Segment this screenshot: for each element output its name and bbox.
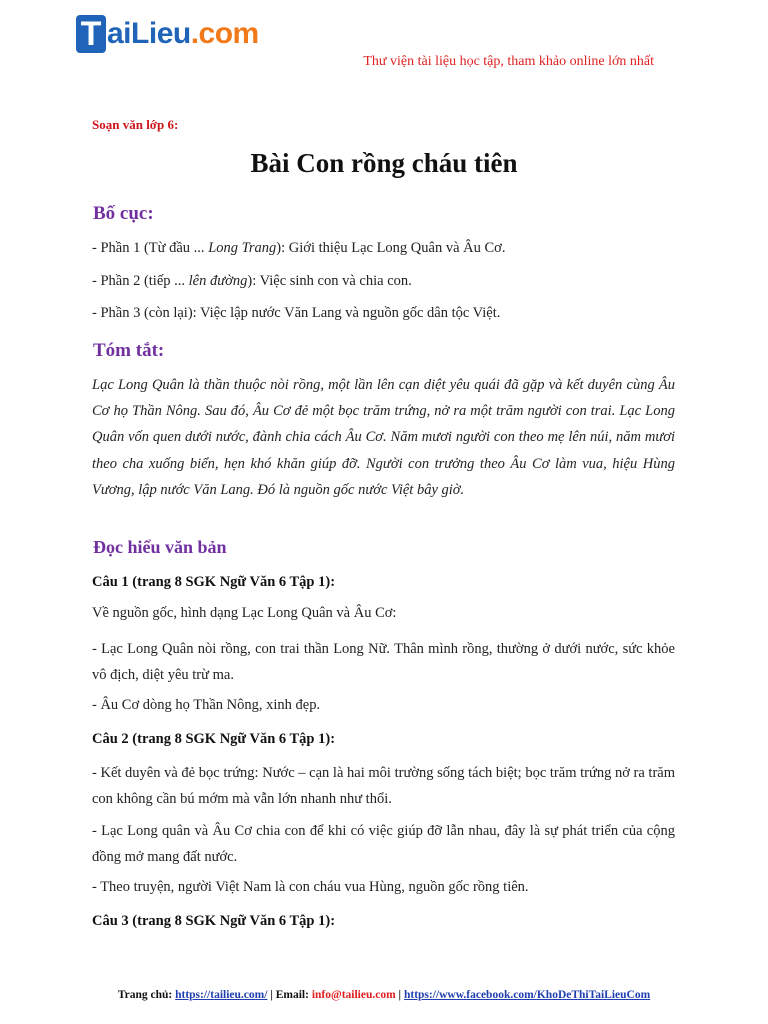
bo-cuc-item-1-em: Long Trang bbox=[208, 240, 277, 256]
tailieu-logo[interactable] bbox=[76, 12, 259, 56]
doc-hieu-heading: Đọc hiểu văn bản bbox=[93, 537, 227, 557]
footer-home-link[interactable]: https://tailieu.com/ bbox=[175, 989, 268, 1001]
logo-mark: T bbox=[76, 15, 106, 53]
cau-2-heading: Câu 2 (trang 8 SGK Ngữ Văn 6 Tập 1): bbox=[92, 731, 336, 747]
page-footer bbox=[0, 989, 768, 1001]
bo-cuc-item-1 bbox=[92, 240, 505, 257]
footer-separator: | bbox=[395, 989, 404, 1001]
logo-word-lieu: Lieu bbox=[131, 17, 191, 50]
bo-cuc-item-2-em: lên đường bbox=[188, 273, 248, 289]
cau-1-heading: Câu 1 (trang 8 SGK Ngữ Văn 6 Tập 1): bbox=[92, 574, 336, 590]
cau-3-heading: Câu 3 (trang 8 SGK Ngữ Văn 6 Tập 1): bbox=[92, 913, 336, 929]
bo-cuc-item-2-post: ): Việc sinh con và chia con. bbox=[247, 273, 412, 289]
bo-cuc-item-2 bbox=[92, 273, 412, 290]
bo-cuc-heading: Bố cục: bbox=[93, 203, 154, 224]
page-title: Bài Con rồng cháu tiên bbox=[250, 148, 518, 178]
logo-wordmark bbox=[107, 15, 259, 53]
tom-tat-text: Lạc Long Quân là thần thuộc nòi rồng, một lần lên cạn diệt yêu quái đã gặp và kết duyên cùng Âu Cơ họ Thần Nông. Sau đó, Âu Cơ đẻ một bọc trăm trứng, nở ra một trăm người con trai. Lạc Long Quân vốn quen dưới nước, đành chia cách Âu Cơ. Năm mươi người con theo mẹ lên núi, năm mươi theo cha xuống biển, hẹn khó khăn giúp đỡ. Người con trưởng theo Âu Cơ làm vua, hiệu Hùng Vương, lập nước Văn Lang. Đó là nguồn gốc nước Việt bây giờ. bbox=[92, 377, 675, 498]
footer-home-label: Trang chủ: bbox=[117, 989, 176, 1001]
bo-cuc-item-1-post: ): Giới thiệu Lạc Long Quân và Âu Cơ. bbox=[276, 240, 506, 256]
bo-cuc-item-1-pre: - Phần 1 (Từ đầu ... bbox=[92, 240, 209, 256]
cau-1-intro: Về nguồn gốc, hình dạng Lạc Long Quân và Âu Cơ: bbox=[92, 605, 397, 621]
cau-2-paragraph-1: - Kết duyên và đẻ bọc trứng: Nước – cạn là hai môi trường sống tách biệt; bọc trăm trứng nở ra trăm con không cần bú mớm mà vẫn lớn nhanh như thổi. bbox=[92, 765, 675, 808]
subject-label: Soạn văn lớp 6: bbox=[92, 117, 179, 132]
footer-email-link[interactable]: info@tailieu.com bbox=[311, 989, 396, 1001]
logo-word-com: .com bbox=[190, 17, 259, 50]
bo-cuc-item-2-pre: - Phần 2 (tiếp ... bbox=[92, 273, 189, 289]
bo-cuc-item-3-pre: - Phần 3 (còn lại): Việc lập nước Văn Lang và nguồn gốc dân tộc Việt. bbox=[92, 305, 501, 321]
cau-2-paragraph-2: - Lạc Long quân và Âu Cơ chia con để khi có việc giúp đỡ lẫn nhau, đây là sự phát triển của cộng đồng mở mang đất nước. bbox=[92, 823, 675, 866]
logo-word-ai: ai bbox=[107, 17, 132, 50]
footer-email-label: | Email: bbox=[267, 989, 312, 1001]
cau-2-paragraph-3: - Theo truyện, người Việt Nam là con cháu vua Hùng, nguồn gốc rồng tiên. bbox=[92, 879, 529, 895]
cau-1-paragraph-2: - Âu Cơ dòng họ Thần Nông, xinh đẹp. bbox=[92, 697, 321, 713]
tom-tat-heading: Tóm tắt: bbox=[93, 340, 165, 361]
footer-facebook-link[interactable]: https://www.facebook.com/KhoDeThiTaiLieuCom bbox=[403, 989, 651, 1001]
bo-cuc-item-3 bbox=[92, 305, 500, 322]
cau-1-paragraph-1: - Lạc Long Quân nòi rồng, con trai thần Long Nữ. Thân mình rồng, thường ở dưới nước, sức khỏe vô địch, diệt yêu trừ ma. bbox=[92, 641, 675, 684]
site-tagline: Thư viện tài liệu học tập, tham khảo online lớn nhất bbox=[363, 54, 654, 69]
